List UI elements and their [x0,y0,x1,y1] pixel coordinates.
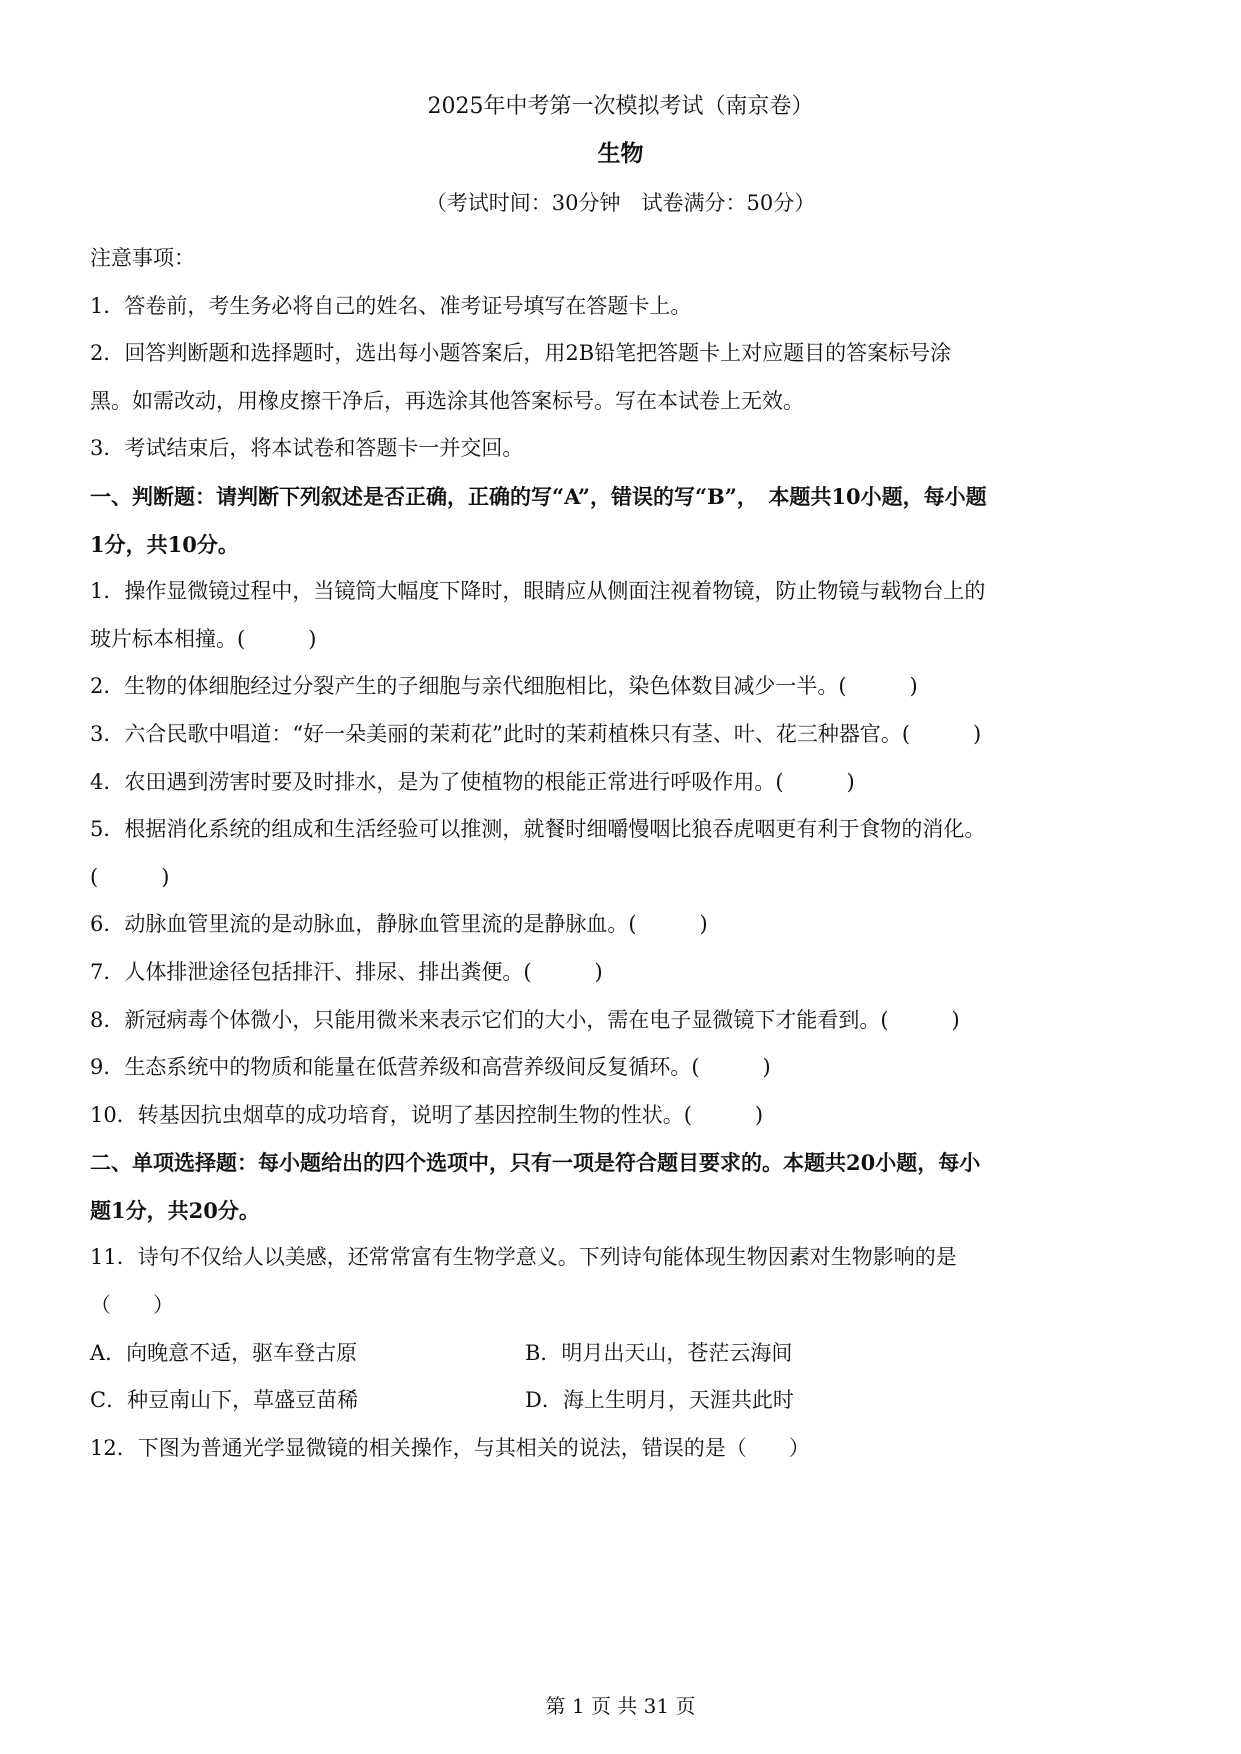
section1-heading: 一、判断题：请判断下列叙述是否正确，正确的写“A”，错误的写“B”， 本题共10小题，每小题 [90,483,987,509]
note-item: 1．答卷前，考生务必将自己的姓名、准考证号填写在答题卡上。 [90,293,692,318]
page-number: 第 1 页 共 31 页 [545,1694,696,1718]
judgment-question: 9．生态系统中的物质和能量在低营养级和高营养级间反复循环。( ) [90,1055,771,1080]
judgment-question: 2．生物的体细胞经过分裂产生的子细胞与亲代细胞相比，染色体数目减少一半。( ) [90,674,918,699]
judgment-question: 5．根据消化系统的组成和生活经验可以推测，就餐时细嚼慢咽比狼吞虎咽更有利于食物的消化。 [90,817,986,842]
judgment-question: 10．转基因抗虫烟草的成功培育，说明了基因控制生物的性状。( ) [90,1102,764,1127]
judgment-question: ( ) [90,864,170,889]
option-d: D．海上生明月，天涯共此时 [525,1388,794,1413]
judgment-question: 玻片标本相撞。( ) [90,626,317,651]
section2-heading: 二、单项选择题：每小题给出的四个选项中，只有一项是符合题目要求的。本题共20小题，每小 [90,1150,981,1176]
note-item: 3．考试结束后，将本试卷和答题卡一并交回。 [90,436,524,461]
question-11-stem: 11．诗句不仅给人以美感，还常常富有生物学意义。下列诗句能体现生物因素对生物影响的是 [90,1245,957,1270]
exam-info: （考试时间：30分钟 试卷满分：50分） [425,191,816,215]
question-11-options-row2 [90,1377,1160,1425]
judgment-question: 7．人体排泄途径包括排汗、排尿、排出粪便。( ) [90,959,603,984]
judgment-question: 4．农田遇到涝害时要及时排水，是为了使植物的根能正常进行呼吸作用。( ) [90,769,855,794]
exam-title: 2025年中考第一次模拟考试（南京卷） [427,94,814,119]
question-11-blank: （ ） [90,1293,174,1318]
notes-heading: 注意事项： [90,246,195,270]
question-11-options-row1 [90,1330,1160,1378]
option-b: B．明月出天山，苍茫云海间 [525,1340,793,1365]
note-item: 黑。如需改动，用橡皮擦干净后，再选涂其他答案标号。写在本试卷上无效。 [90,388,804,413]
exam-content [90,235,1160,1472]
question-12-stem: 12．下图为普通光学显微镜的相关操作，与其相关的说法，错误的是（ ） [90,1435,810,1460]
section2-heading-cont: 题1分，共20分。 [90,1197,260,1223]
subject-title: 生物 [597,140,644,167]
judgment-question: 1．操作显微镜过程中，当镜筒大幅度下降时，眼睛应从侧面注视着物镜，防止物镜与载物台上的 [90,579,986,604]
section1-heading-cont: 1分，共10分。 [90,531,239,557]
judgment-question: 3．六合民歌中唱道：“好一朵美丽的茉莉花”此时的茉莉植株只有茎、叶、花三种器官。( ) [90,721,982,746]
option-a: A．向晚意不适，驱车登古原 [90,1340,358,1365]
judgment-question: 8．新冠病毒个体微小，只能用微米来表示它们的大小，需在电子显微镜下才能看到。( ) [90,1007,960,1032]
note-item: 2．回答判断题和选择题时，选出每小题答案后，用2B铅笔把答题卡上对应题目的答案标号涂 [90,341,952,366]
judgment-question: 6．动脉血管里流的是动脉血，静脉血管里流的是静脉血。( ) [90,912,708,937]
option-c: C．种豆南山下，草盛豆苗稀 [90,1388,359,1413]
